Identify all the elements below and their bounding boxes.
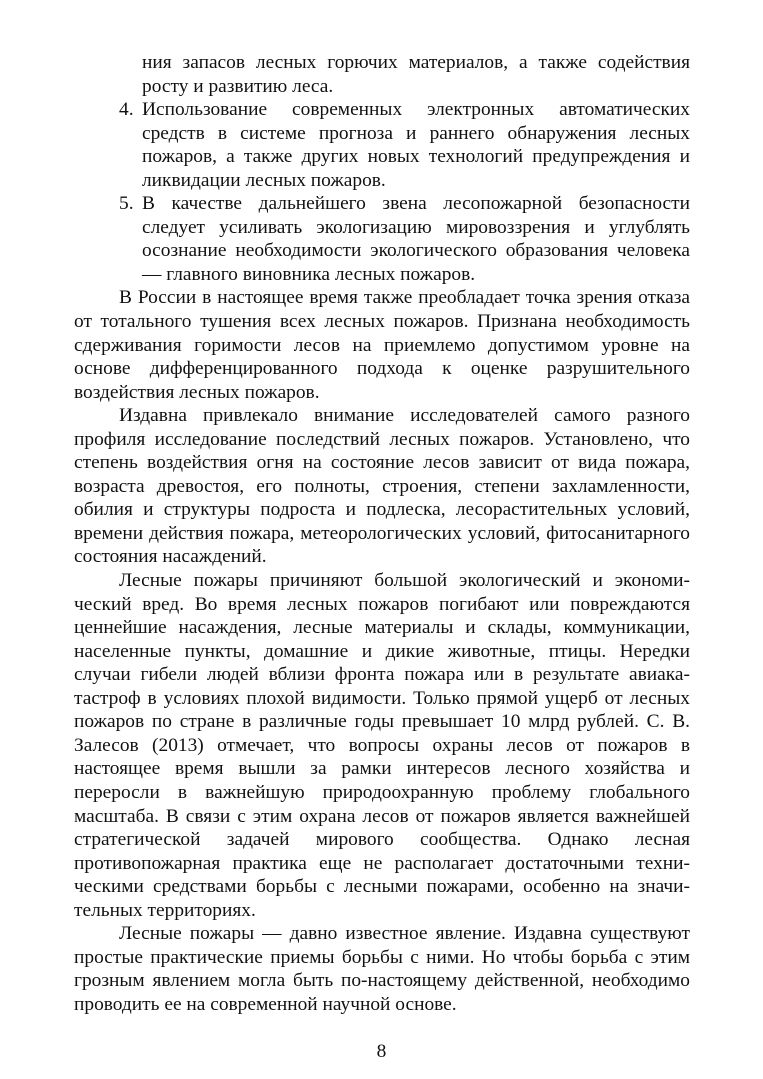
paragraph-research-consequences: Издавна привлекало внимание исследователей самого разного профиля исследование последствий лесных пожаров. Установлено, что степень воздействия огня на состояние лесов зависит от вида пожара, возраста древостоя, его полноты, строения, степени захламленности, обилия и структуры подроста и подлеска, лесорастительных условий, времени действия пожара, метеорологических условий, фитосанитарного состояния насаждений. — [74, 405, 690, 568]
page-body — [74, 51, 690, 1016]
list-item-number: 5. — [119, 193, 134, 215]
list-item-text: В качестве дальнейшего звена лесопожарной безопасности следует усиливать экологизацию мировоззрения и углублять осознание необходимости экологического образования человека — главного виновника лесных пожаров. — [142, 193, 690, 285]
list-item-text: Использование современных электронных автоматических средств в системе прогноза и раннего обнаружения лесных пожаров, а также других новых технологий предупреждения и ликвидации лесных пожаров. — [142, 99, 690, 191]
list-item-number: 4. — [119, 99, 134, 121]
page-number: 8 — [376, 1041, 387, 1062]
paragraph-russia-policy: В России в настоящее время также преобладает точка зрения отказа от тотального тушения всех лесных пожаров. Признана необходимость сдерживания горимости лесов на приемлемо допустимом уровне на основе дифференцированного подхода к оценке разрушительного воздействия лесных пожаров. — [74, 287, 690, 403]
list-item-5 — [74, 192, 690, 286]
list-continuation: ния запасов лесных горючих материалов, а также содействия росту и развитию леса. — [142, 52, 690, 97]
list-item-4 — [74, 98, 690, 192]
paragraph-damage: Лесные пожары причиняют большой экологический и экономический вред. Во время лесных пожаров погибают или повреждаются ценнейшие насаждения, лесные материалы и склады, коммуникации, населенные пункты, домашние и дикие животные, птицы. Нередки случаи гибели людей вблизи фронта пожара или в результате авиакатастроф в условиях плохой видимости. Только прямой ущерб от лесных пожаров по стране в различные годы превышает 10 млрд рублей. С. В. Залесов (2013) отмечает, что вопросы охраны лесов от пожаров в настоящее время вышли за рамки интересов лесного хозяйства и переросли в важнейшую природоохранную проблему глобального масштаба. В связи с этим охрана лесов от пожаров является важнейшей стратегической задачей мирового сообщества. Однако лесная противопожарная практика еще не располагает достаточными техническими средствами борьбы с лесными пожарами, особенно на значительных территориях. — [74, 570, 690, 921]
paragraph-scientific-basis: Лесные пожары — давно известное явление. Издавна существуют простые практические приемы борьбы с ними. Но чтобы борьба с этим грозным явлением могла быть по-настоящему действенной, необходимо проводить ее на современной научной основе. — [74, 923, 690, 1015]
